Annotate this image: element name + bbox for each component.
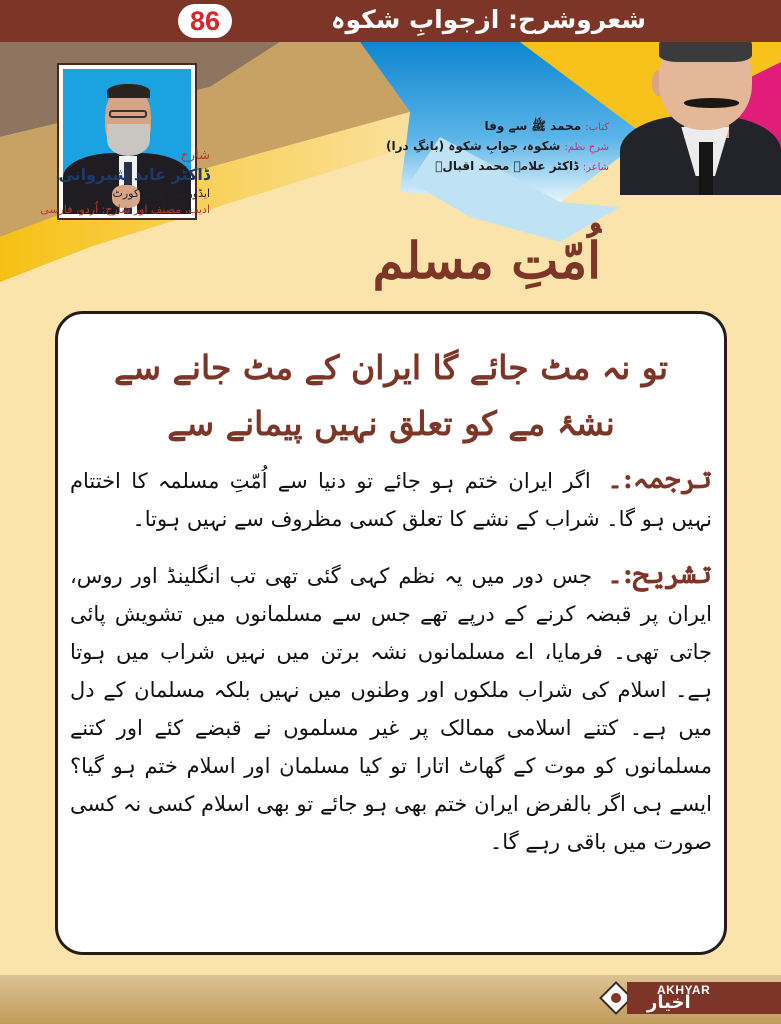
explanation-label: تشریح:۔ — [607, 559, 712, 590]
book-line — [386, 117, 609, 137]
body-text — [70, 461, 712, 879]
commentator-title: ایڈووکیٹ ہائی کورٹ — [112, 187, 210, 200]
explanation-paragraph — [70, 556, 712, 861]
photo-glasses — [109, 110, 147, 119]
translation-label: ترجمہ:۔ — [607, 464, 712, 495]
book-info — [386, 117, 609, 177]
book-label: کتاب: — [585, 122, 609, 133]
series-title: شعروشرح: ازجوابِ شکوہ — [330, 5, 646, 34]
poet-mustache — [684, 98, 739, 108]
commentator-name: ڈاکٹر عابد شیروانی — [58, 165, 210, 184]
commentary-label: شرحِ نظم: — [564, 142, 609, 153]
logo-urdu-text: اخیار — [647, 992, 691, 1013]
akhyar-logo — [627, 982, 781, 1014]
commentator-description: ادیب، مصنف اور شارح: اُردو، فارسی — [40, 203, 210, 216]
episode-number-badge: 86 — [178, 4, 232, 38]
commentator-role: شارح — [180, 148, 210, 163]
poet-line — [386, 157, 609, 177]
couplet-line-2: نشۂ مے کو تعلق نہیں پیمانے سے — [167, 404, 615, 443]
poet-tie — [699, 142, 713, 195]
commentary-line — [386, 137, 609, 157]
translation-paragraph — [70, 461, 712, 538]
content-box — [55, 311, 727, 955]
commentator-info — [40, 148, 210, 218]
section-title: اُمّتِ مسلم — [372, 231, 601, 290]
logo-latin-text: AKHYAR — [657, 983, 711, 997]
translation-text: اگر ایران ختم ہو جائے تو دنیا سے اُمّتِ مسلمہ کا اختتام نہیں ہو گا۔ شراب کے نشے کا تعلق کسی مظروف سے نہیں ہوتا۔ — [70, 469, 712, 531]
photo-hair — [107, 84, 151, 99]
book-value: محمد ﷺ سے وفا — [484, 119, 582, 133]
couplet-line-1: تو نہ مٹ جائے گا ایران کے مٹ جانے سے — [113, 348, 669, 387]
footer-bar — [0, 975, 781, 1024]
header-bar — [0, 0, 781, 42]
commentary-value: شکوہ، جوابِ شکوہ (بانگِ درا) — [386, 139, 561, 153]
poet-label: شاعر: — [582, 162, 609, 173]
couplet — [58, 340, 724, 452]
poet-value: ڈاکٹر علامہ محمد اقبالؒ — [435, 159, 579, 173]
explanation-text: جس دور میں یہ نظم کہی گئی تھی تب انگلینڈ اور روس، ایران پر قبضہ کرنے کے درپے تھے جس سے مسلمانوں میں تشویش پائی جاتی تھی۔ فرمایا، اے مسلمانوں نشہ برتن میں نہیں شراب میں ہوتا ہے۔ اسلام کی شراب ملکوں اور وطنوں میں نہیں بلکہ مسلمان کے دل میں ہے۔ کتنے اسلامی ممالک پر غیر مسلموں نے قبضے کئے اور کتنے مسلمانوں کو موت کے گھاٹ اتارا تو کیا مسلمان اور اسلام ختم ہو گیا؟ ایسے ہی اگر بالفرض ایران ختم بھی ہو جائے تو بھی اسلام کسی نہ کسی صورت میں باقی رہے گا۔ — [70, 564, 712, 854]
